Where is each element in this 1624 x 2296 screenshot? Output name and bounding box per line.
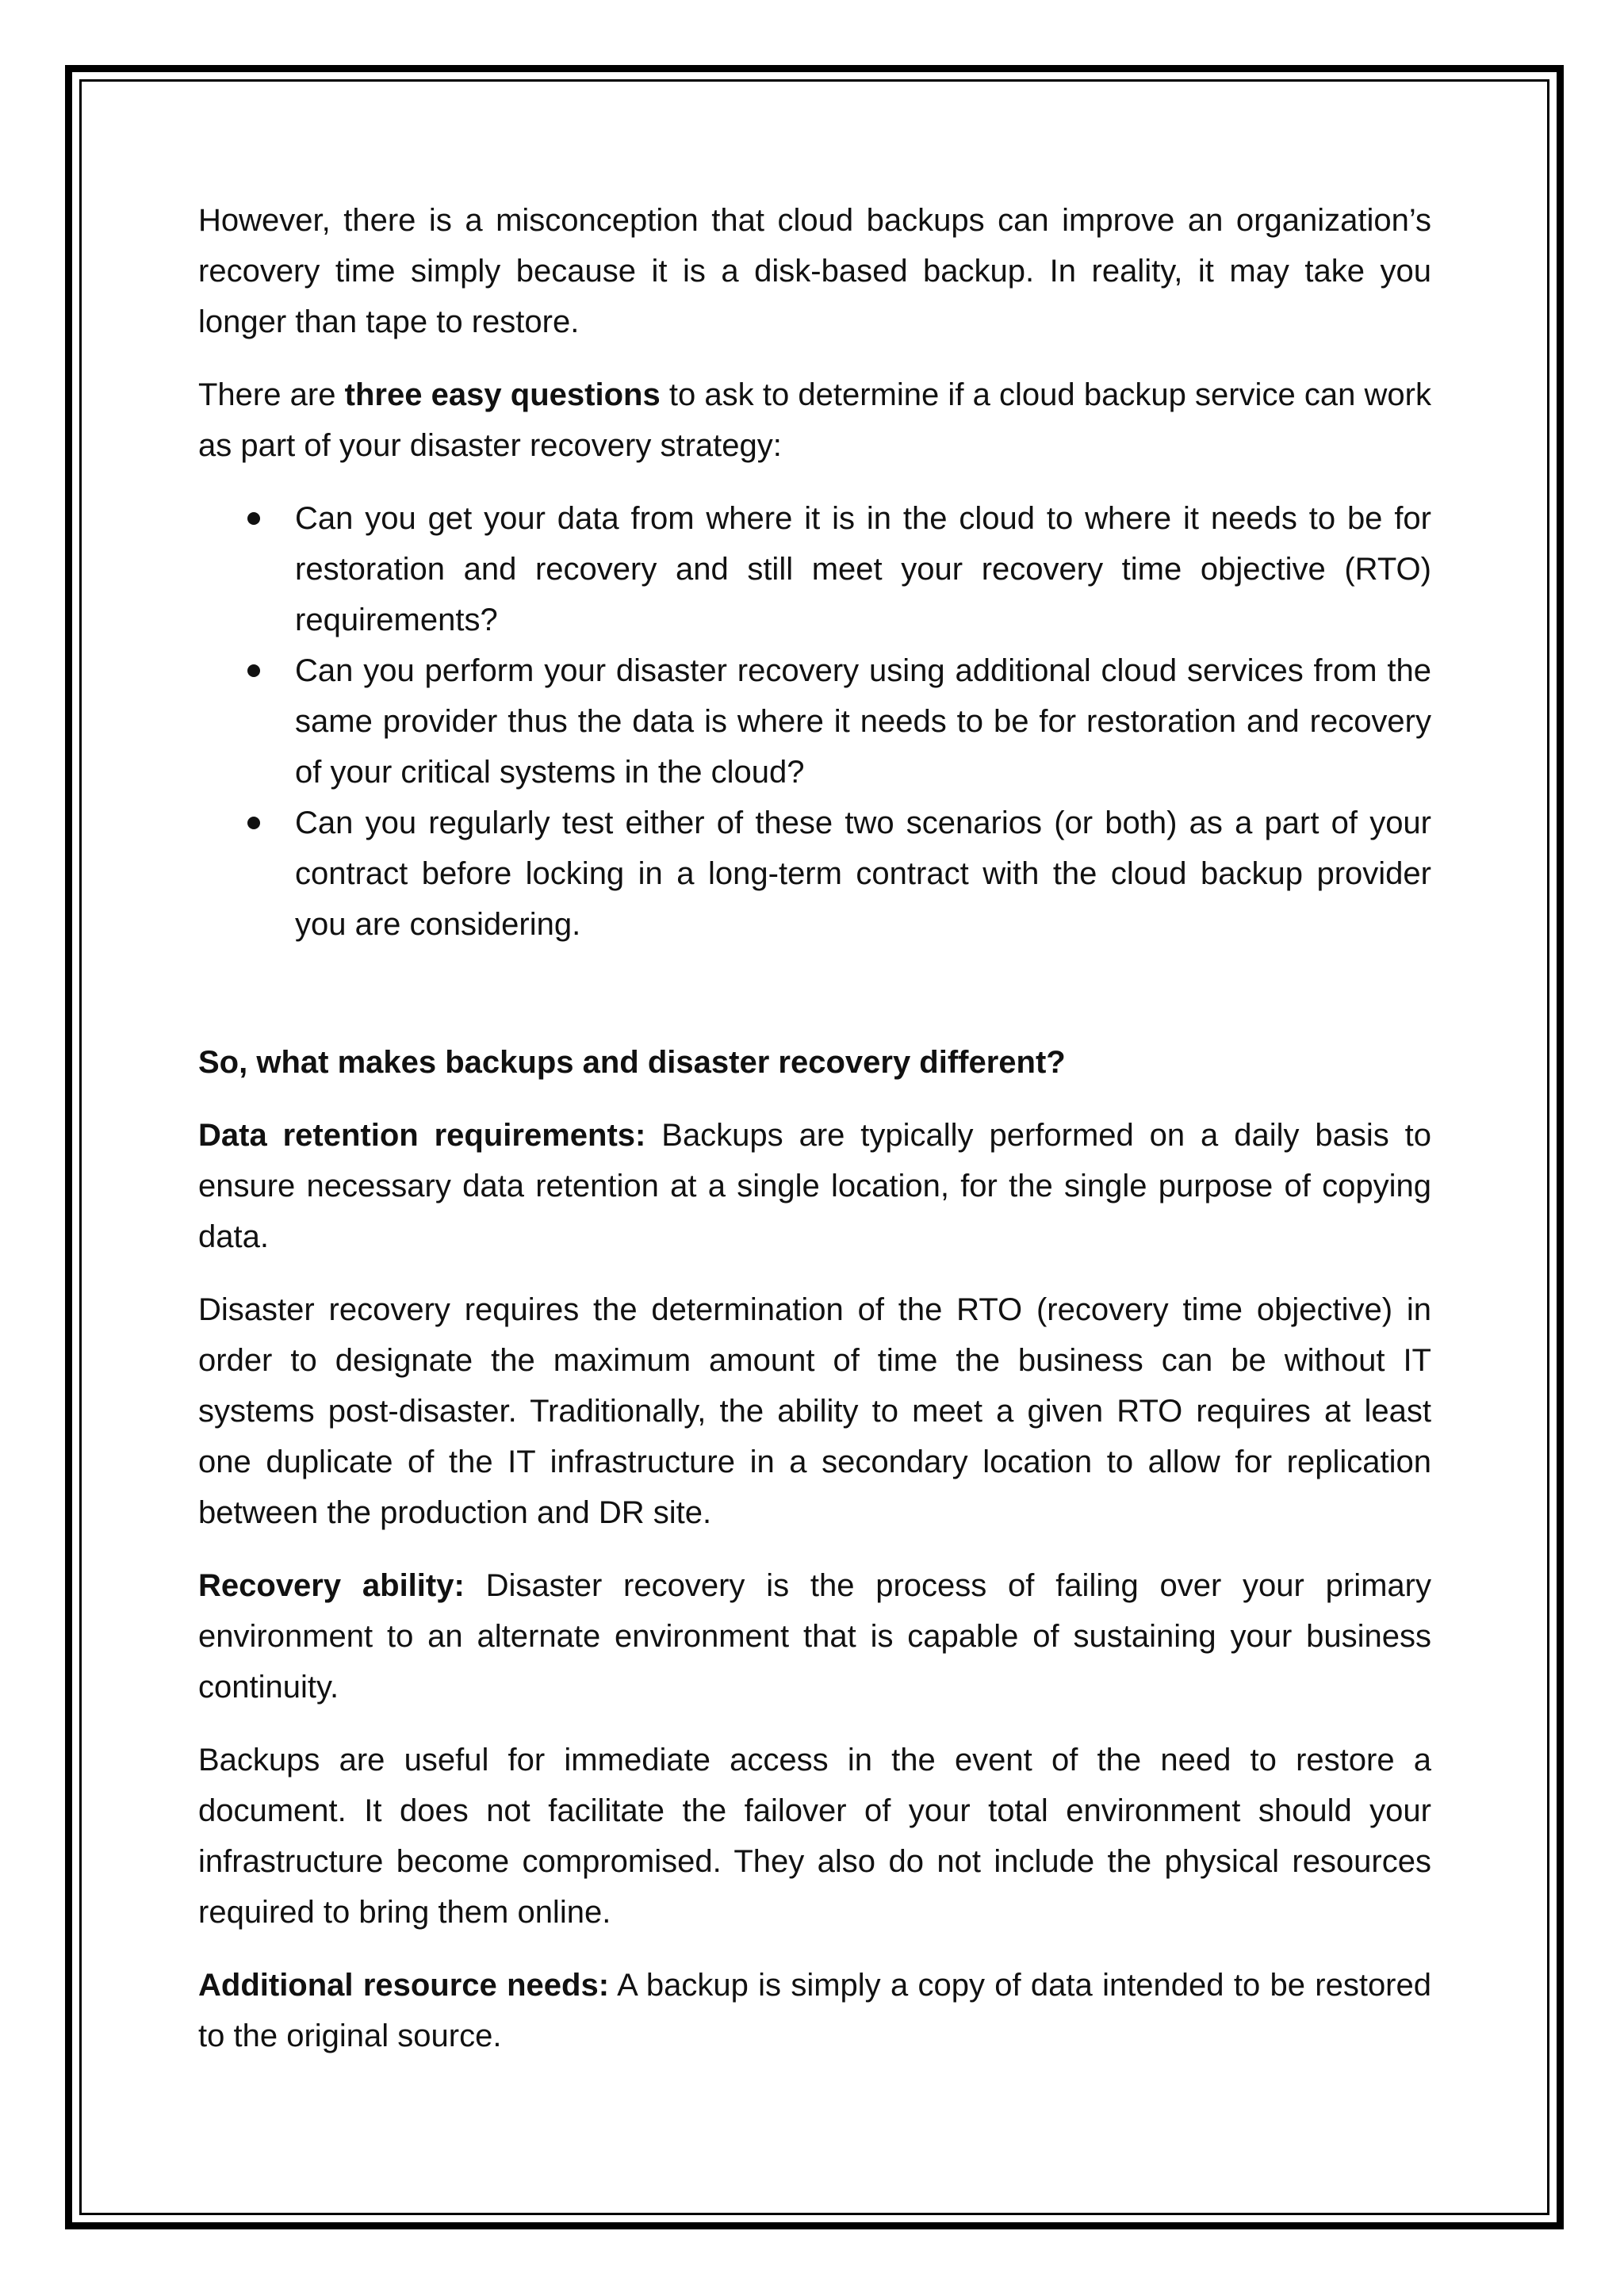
list-item-text: Can you get your data from where it is in the cloud to where it needs to be for restoration and recovery and still meet your recovery time objective (RTO) requirements? (295, 501, 1431, 637)
list-item (295, 493, 1431, 645)
bullet-icon (247, 817, 260, 829)
questions-list (198, 493, 1431, 950)
text-run: There are (198, 377, 345, 412)
paragraph-additional-resources (198, 1960, 1431, 2061)
text-run: Backups are typically performed on a daily basis to ensure necessary data retention at a single location, for the single purpose of copying data. (198, 1118, 1432, 1254)
list-item-text: Can you perform your disaster recovery using additional cloud services from the same provider thus the data is where it needs to be for restoration and recovery of your critical systems in the cloud? (295, 653, 1431, 790)
paragraph-data-retention (198, 1110, 1431, 1262)
term-label: Data retention requirements: (198, 1118, 646, 1153)
paragraph-disaster-recovery: Disaster recovery requires the determination of the RTO (recovery time objective) in order to designate the maximum amount of time the business can be without IT systems post-disaster. Traditionally, the ability to meet a given RTO requires at least one duplicate of the IT infrastructure in a secondary location to allow for replication between the production and DR site. (198, 1292, 1431, 1530)
bullet-icon (247, 664, 260, 677)
text-run: A backup is simply a copy of data intended to be restored to the original source. (198, 1968, 1431, 2053)
bullet-icon (247, 512, 260, 525)
term-label: Recovery ability: (198, 1568, 465, 1603)
bold-phrase: three easy questions (344, 377, 661, 412)
text-run: Disaster recovery is the process of failing over your primary environment to an alternate environment that is capable of sustaining your business continuity. (198, 1568, 1431, 1705)
section-heading: So, what makes backups and disaster recovery different? (198, 1045, 1066, 1080)
list-item (295, 645, 1431, 798)
list-item (295, 798, 1431, 950)
paragraph-three-questions (198, 369, 1431, 471)
document-body (198, 195, 1431, 2084)
text-run: to ask to determine if a cloud backup service can work as part of your disaster recovery strategy: (198, 377, 1431, 463)
list-item-text: Can you regularly test either of these two scenarios (or both) as a part of your contract before locking in a long-term contract with the cloud backup provider you are considering. (295, 806, 1431, 942)
term-label: Additional resource needs: (198, 1968, 610, 2003)
paragraph-misconception: However, there is a misconception that cloud backups can improve an organization’s recovery time simply because it is a disk-based backup. In reality, it may take you longer than tape to restore. (198, 203, 1431, 339)
paragraph-recovery-ability (198, 1560, 1431, 1712)
paragraph-backups: Backups are useful for immediate access in the event of the need to restore a document. It does not facilitate the failover of your total environment should your infrastructure become compromised. They also do not include the physical resources required to bring them online. (198, 1743, 1431, 1930)
